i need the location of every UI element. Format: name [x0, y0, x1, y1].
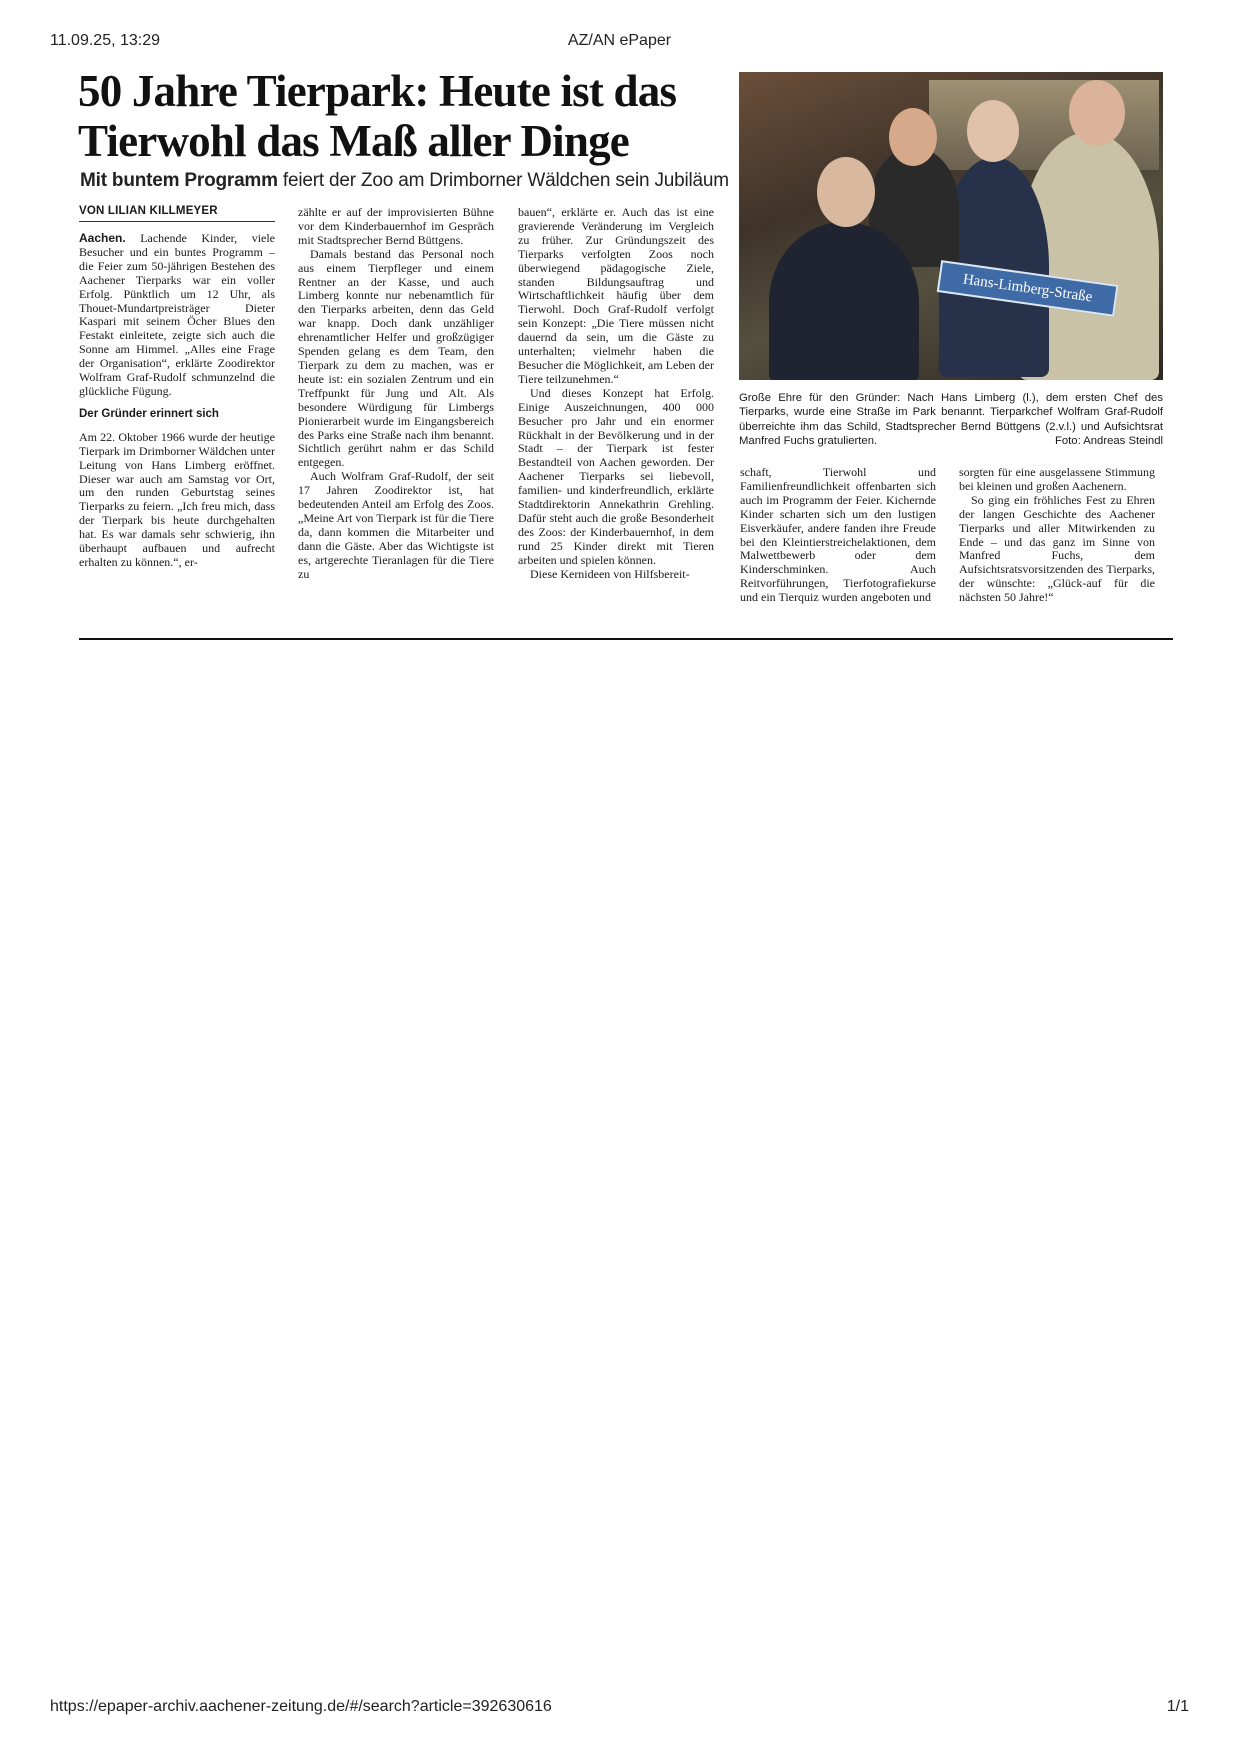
print-title: AZ/AN ePaper: [567, 32, 672, 49]
subhead-bold: Mit buntem Programm: [80, 170, 278, 191]
paragraph: Und dieses Konzept hat Erfolg. Einige Auszeichnungen, 400 000 Besucher pro Jahr und ein enormer Rückhalt in der Bevölkerung und in der Stadt – der Tierpark ist fester Bestandteil von Aachen geworden. Der Aachener Tierparks sei liebevoll, familien- und kinderfreundlich, erklärte Stadtdirektorin Annekathrin Grehling. Dafür steht auch die große Besonderheit des Zoos: der Kinderbauernhof, in dem rund 25 Kinder direkt mit Tieren arbeiten und spielen können.: [518, 385, 714, 567]
paragraph: Damals bestand das Personal noch aus einem Tierpfleger und einem Rentner an der Kasse, und auch Limberg konnte nur nebenamtlich für den Tierparks arbeiten, denn das Geld war knapp. Doch dank unzähliger ehrenamtlicher Helfer und großzügiger Spenden gelang es dem Team, den Tierpark zu dem zu machen, was er heute ist: ein sozialen Zentrum und ein Treffpunkt für Jung und Alt. Als besondere Würdigung für Limbergs Pionierarbeit wurde im Eingangsbereich des Parks eine Straße nach ihm benannt. Sichtlich gerührt nahm er das Schild entgegen.: [298, 246, 494, 470]
print-header: [0, 32, 1239, 52]
column-1: [79, 232, 275, 570]
headline-line-1: 50 Jahre Tierpark: Heute ist das: [78, 66, 677, 116]
paragraph: So ging ein fröhliches Fest zu Ehren der langen Geschichte des Aachener Tierparks und aller Mitwirkenden zu Ende – und das ganz im Sinne von Manfred Fuchs, dem Aufsichtsratsvorsitzenden des Tierparks, der wünschte: „Glück-auf für die nächsten 50 Jahre!“: [959, 492, 1155, 605]
column-4: [740, 466, 936, 605]
photo-credit: Foto: Andreas Steindl: [1054, 435, 1163, 448]
column-3: [518, 206, 714, 581]
article-bottom-rule: [79, 638, 1173, 640]
street-sign: Hans-Limberg-Straße: [937, 260, 1119, 317]
paragraph: Am 22. Oktober 1966 wurde der heutige Tierpark im Drimborner Wäldchen unter Leitung von Hans Limberg eröffnet. Dieser war auch am Samstag vor Ort, um den runden Geburtstag seines Tierparks zu feiern. „Ich freu mich, dass der Tierpark bis heute durchgehalten hat. Es war damals sehr schwierig, ihn überhaupt aufbauen und aufrecht erhalten zu können.“, er-: [79, 429, 275, 569]
paragraph: Diese Kernideen von Hilfsbereit-: [530, 566, 690, 581]
column-2: [298, 206, 494, 581]
paragraph: bauen“, erklärte er. Auch das ist eine gravierende Veränderung im Vergleich zu früher. Zur Gründungszeit des Tierparks verfolgten Zoos noch überwiegend pädagogische Ziele, standen Bildungsauftrag und Wirtschaftlichkeit häufig über dem Tierwohl. Doch Graf-Rudolf verfolgt sein Konzept: „Die Tiere müssen nicht dauernd da sein, um die Gäste zu unterhalten; vielmehr haben die Besucher die Möglichkeit, am Leben der Tiere teilzunehmen.“: [518, 205, 714, 386]
paragraph: schaft, Tierwohl und Familienfreundlichkeit offenbarten sich auch im Programm der Feier. Kichernde Kinder scharten sich um den lustigen Eisverkäufer, andere fanden ihre Freude bei den Kleintierstreichelaktionen, dem Malwettbewerb oder dem Kinderschminken. Auch Reitvorführungen, Tierfotografiekurse und ein Tierquiz wurden angeboten und: [740, 465, 936, 605]
photo-caption: [739, 391, 1163, 449]
caption-text: Große Ehre für den Gründer: Nach Hans Limberg (l.), dem ersten Chef des Tierparks, wurde eine Straße im Park benannt. Tierparkchef Wolfram Graf-Rudolf überreichte ihm das Schild, Stadtsprecher Bernd Büttgens (2.v.l.) und Aufsichtsrat Manfred Fuchs gratulierten.: [739, 392, 1163, 448]
headline-line-2: Tierwohl das Maß aller Dinge: [78, 116, 629, 166]
paragraph: zählte er auf der improvisierten Bühne vor dem Kinderbauernhof im Gespräch mit Stadtsprecher Bernd Büttgens.: [298, 205, 494, 247]
photo-person-back-head: [889, 108, 937, 166]
article-headline: [78, 66, 738, 166]
article-subhead: [80, 170, 740, 192]
print-page-number: 1/1: [1166, 1698, 1189, 1715]
print-datetime: 11.09.25, 13:29: [50, 32, 161, 49]
byline: VON LILIAN KILLMEYER: [79, 205, 275, 222]
paragraph-text: Lachende Kinder, viele Besucher und ein buntes Programm – die Feier zum 50-jährigen Bestehen des Aachener Tierparks war ein voller Erfolg. Pünktlich um 12 Uhr, als Thouet-Mundartpreisträger Dieter Kaspari mit seinem Öcher Blues den Festakt einleitete, zeigte sich auch die Sonne am Himmel. „Alles eine Frage der Organisation“, erklärte Zoodirektor Wolfram Graf-Rudolf schmunzelnd die glückliche Fügung.: [79, 231, 276, 398]
article-photo: [739, 72, 1163, 380]
print-footer: [0, 1698, 1239, 1718]
print-url: https://epaper-archiv.aachener-zeitung.de/#/search?article=392630616: [50, 1698, 552, 1715]
paragraph: Auch Wolfram Graf-Rudolf, der seit 17 Jahren Zoodirektor ist, hat bedeutenden Anteil am Erfolg des Zoos. „Meine Art von Tierpark ist für die Tiere da, dann kommen die Mitarbeiter und dann die Gäste. Aber das Wichtigste ist es, artgerechte Tieranlagen für die Tiere zu: [298, 469, 494, 581]
paragraph: [79, 232, 275, 399]
photo-person-seated-head: [817, 157, 875, 227]
subhead-rest: feiert der Zoo am Drimborner Wäldchen sein Jubiläum: [282, 170, 729, 191]
photo-person-seated: [769, 222, 919, 380]
column-5: [959, 466, 1155, 605]
photo-person-right-head: [1069, 80, 1125, 146]
photo-person-center-head: [967, 100, 1019, 162]
subheading: Der Gründer erinnert sich: [79, 407, 219, 420]
paragraph: sorgten für eine ausgelassene Stimmung bei kleinen und großen Aachenern.: [959, 465, 1155, 493]
dateline: Aachen.: [79, 231, 126, 245]
